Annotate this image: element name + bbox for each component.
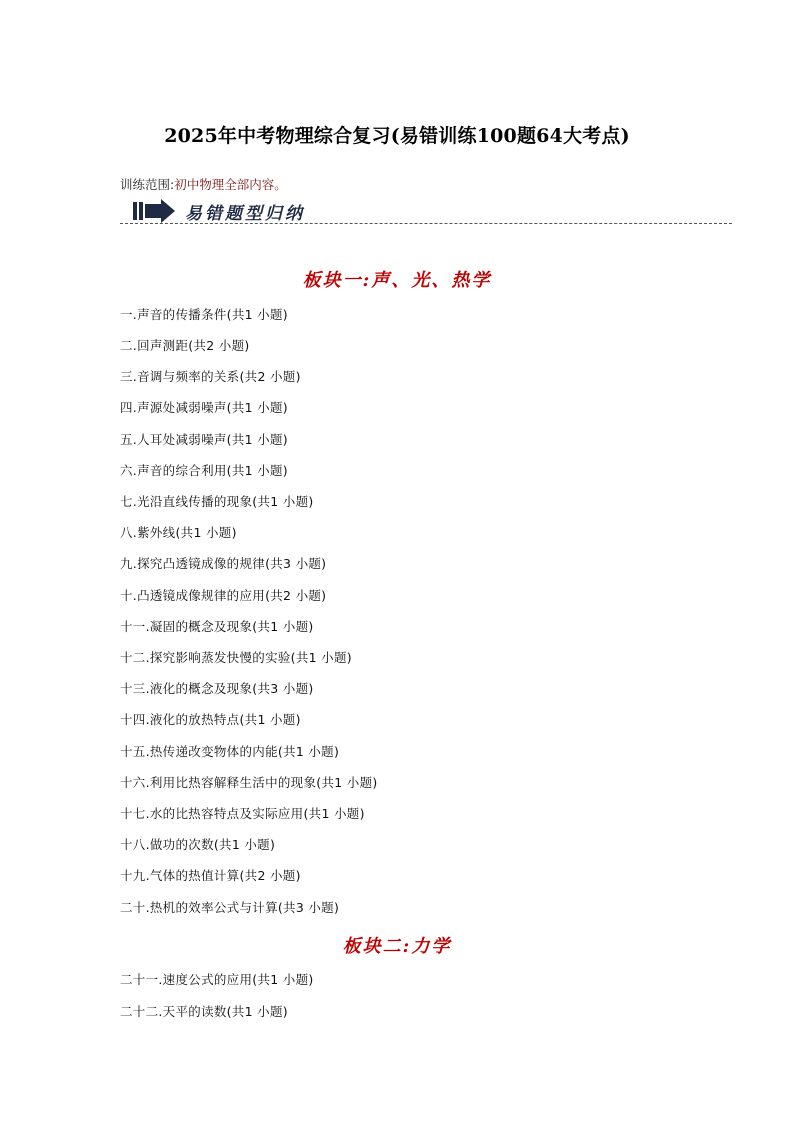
banner-divider xyxy=(120,223,732,224)
section-banner xyxy=(133,197,305,225)
arrow-right-icon xyxy=(133,199,175,223)
banner-title: 易错题型归纳 xyxy=(185,203,305,224)
topic-item: 二十.热机的效率公式与计算(共3 小题) xyxy=(120,900,340,915)
topic-item: 十八.做功的次数(共1 小题) xyxy=(120,837,276,852)
topic-item: 七.光沿直线传播的现象(共1 小题) xyxy=(120,494,314,509)
topic-item: 二十二.天平的读数(共1 小题) xyxy=(120,1004,288,1019)
topic-item: 八.紫外线(共1 小题) xyxy=(120,525,237,540)
topic-item: 十六.利用比热容解释生活中的现象(共1 小题) xyxy=(120,775,378,790)
topic-item: 四.声源处减弱噪声(共1 小题) xyxy=(120,400,288,415)
section-heading: 板块二:力学 xyxy=(342,936,452,957)
topic-item: 十三.液化的概念及现象(共3 小题) xyxy=(120,681,314,696)
training-scope-label: 训练范围: xyxy=(120,177,175,192)
topic-item: 五.人耳处减弱噪声(共1 小题) xyxy=(120,432,288,447)
topic-item: 十九.气体的热值计算(共2 小题) xyxy=(120,868,301,883)
training-scope-value: 初中物理全部内容。 xyxy=(174,177,287,192)
section-heading: 板块一:声、光、热学 xyxy=(302,270,492,291)
topic-item: 十四.液化的放热特点(共1 小题) xyxy=(120,712,301,727)
topic-item: 十二.探究影响蒸发快慢的实验(共1 小题) xyxy=(120,650,352,665)
topic-item: 三.音调与频率的关系(共2 小题) xyxy=(120,369,301,384)
topic-item: 十一.凝固的概念及现象(共1 小题) xyxy=(120,619,314,634)
topic-item: 一.声音的传播条件(共1 小题) xyxy=(120,307,288,322)
topic-item: 十.凸透镜成像规律的应用(共2 小题) xyxy=(120,588,327,603)
topic-item: 九.探究凸透镜成像的规律(共3 小题) xyxy=(120,556,327,571)
training-scope xyxy=(120,175,287,193)
topic-item: 十五.热传递改变物体的内能(共1 小题) xyxy=(120,744,340,759)
topic-item: 二.回声测距(共2 小题) xyxy=(120,338,250,353)
topic-item: 六.声音的综合利用(共1 小题) xyxy=(120,463,288,478)
topic-item: 十七.水的比热容特点及实际应用(共1 小题) xyxy=(120,806,365,821)
topic-item: 二十一.速度公式的应用(共1 小题) xyxy=(120,972,314,987)
document-title: 2025年中考物理综合复习(易错训练100题64大考点) xyxy=(164,125,630,147)
